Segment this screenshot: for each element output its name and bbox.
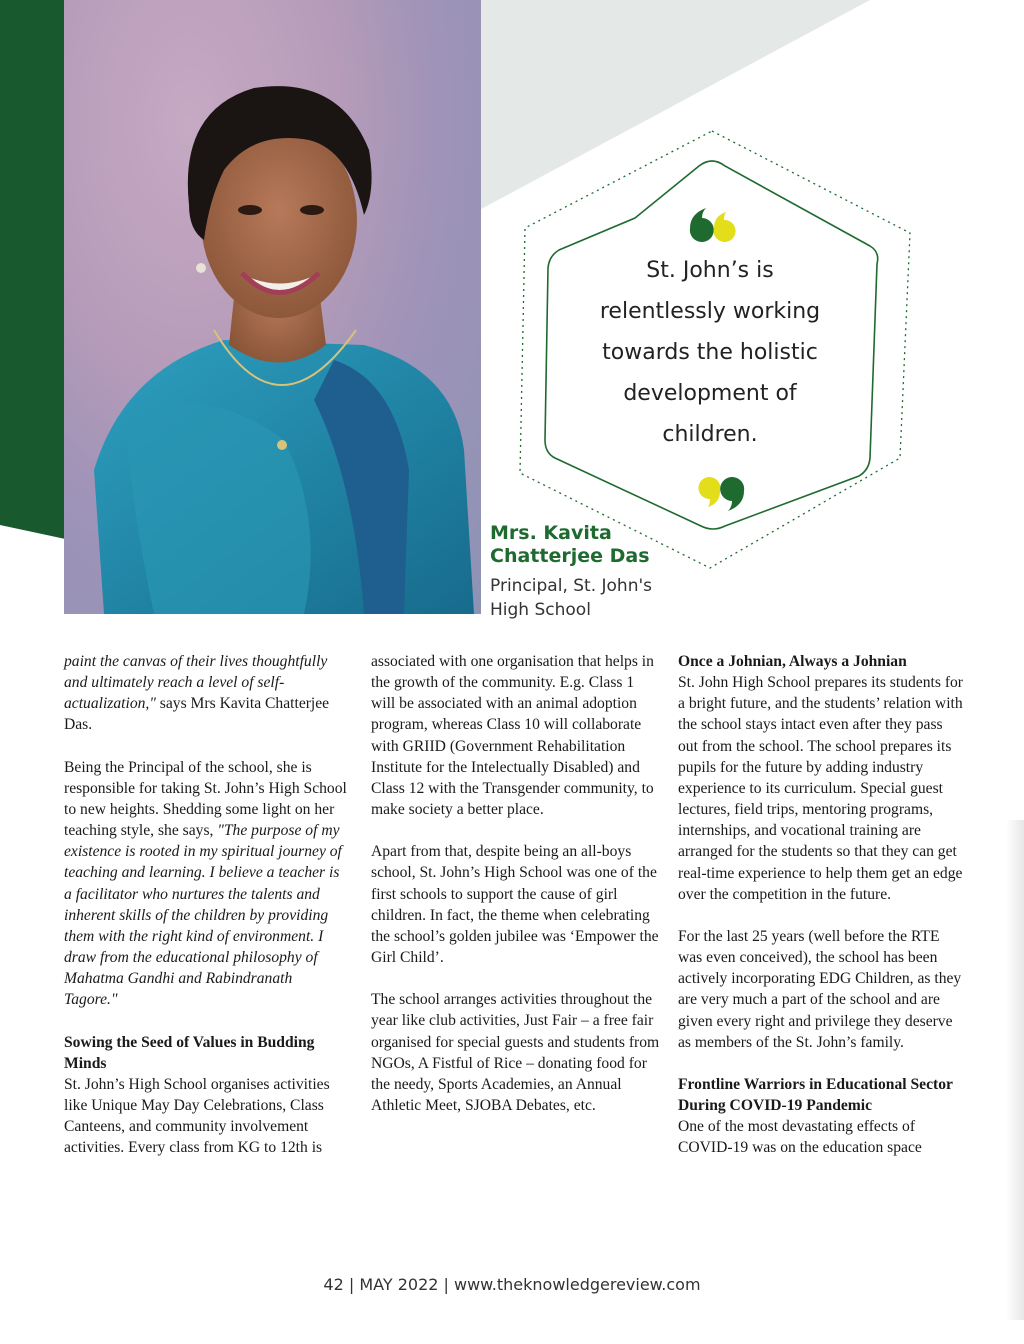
- page-edge-shadow: [1006, 820, 1024, 1320]
- section-heading: Once a Johnian, Always a Johnian: [678, 653, 907, 670]
- article-column-1: [64, 651, 349, 1179]
- pull-quote-line: relentlessly working: [599, 299, 821, 324]
- person-title: [490, 574, 710, 622]
- person-name-line: Chatterjee Das: [490, 545, 650, 567]
- paragraph: [678, 651, 963, 905]
- body-text: St. John’s High School organises activities like Unique May Day Celebrations, Class Canteens, and community involvement activities. Every class from KG to 12th is: [64, 1075, 330, 1157]
- paragraph: The school arranges activities throughout the year like club activities, Just Fair – a free fair organised for special guests and students from NGOs, A Fistful of Rice – donating food for the needy, Sports Academies, an Annual Athletic Meet, SJOBA Debates, etc.: [371, 991, 660, 1114]
- body-text: Being the Principal of the school, she is responsible for taking St. John’s High School to new heights. Shedding some light on her teaching style, she says,: [64, 758, 347, 840]
- pull-quote-line: St. John’s is: [646, 258, 774, 283]
- open-quote-icon: [684, 204, 744, 244]
- paragraph: Apart from that, despite being an all-boys school, St. John’s High School was one of the first schools to support the cause of girl children. In fact, the theme when celebrating the school’s golden jubilee was ‘Empower the Girl Child’.: [371, 843, 659, 967]
- body-text: St. John High School prepares its students for a bright future, and the students’ relation with the school stays intact even after they pass out from the school. The school prepares its pupils for the future by adding industry experience to its curriculum. Special guest lectures, field trips, mentoring programs, internships, and vocational training are arranged for the students so that they can get real-time experience to help them get an edge over the competition in the future.: [678, 674, 963, 903]
- pull-quote: [560, 250, 860, 455]
- pull-quote-line: development of: [623, 381, 797, 406]
- article-column-2: [371, 651, 661, 1137]
- page-footer: 42 | MAY 2022 | www.theknowledgereview.com: [323, 1275, 701, 1294]
- quoted-text: "The purpose of my existence is rooted in my spiritual journey of teaching and learning. I believe a teacher is a facilitator who nurtures the talents and inherent skills of the children by providing them with the right kind of environment. I draw from the educational philosophy of Mahatma Gandhi and Rabindranath Tagore.": [64, 822, 342, 1009]
- article-column-3: [678, 651, 963, 1179]
- section-heading: Frontline Warriors in Educational Sector During COVID-19 Pandemic: [678, 1075, 953, 1114]
- person-title-line: High School: [490, 600, 591, 620]
- quoted-text: paint the canvas of their lives thoughtfully and ultimately reach a level of self-actualization,": [64, 653, 328, 713]
- body-text: One of the most devastating effects of COVID-19 was on the education space: [678, 1118, 922, 1157]
- paragraph: [64, 757, 349, 1011]
- section-heading: Sowing the Seed of Values in Budding Minds: [64, 1033, 315, 1072]
- close-quote-icon: [690, 475, 750, 515]
- pull-quote-line: children.: [662, 422, 758, 447]
- person-name: [490, 522, 690, 568]
- body-text: says Mrs Kavita Chatterjee Das.: [64, 695, 330, 734]
- pull-quote-line: towards the holistic: [602, 340, 818, 365]
- paragraph: [64, 1032, 349, 1159]
- person-title-line: Principal, St. John's: [490, 576, 653, 596]
- paragraph: [678, 1074, 963, 1159]
- paragraph: For the last 25 years (well before the RTE was even conceived), the school has been actively incorporating EDG Children, as they are very much a part of the school and are given every right and privilege they deserve as members of the St. John’s family.: [678, 927, 962, 1051]
- paragraph: associated with one organisation that helps in the growth of the community. E.g. Class 1 will be associated with an animal adoption program, whereas Class 10 will collaborate with GRIID (Government Rehabilitation Institute for the Intelectually Disabled) and Class 12 with the Transgender community, to make society a better place.: [371, 653, 654, 819]
- person-name-line: Mrs. Kavita: [490, 522, 612, 544]
- principal-photo: [64, 0, 481, 614]
- paragraph: [64, 651, 349, 736]
